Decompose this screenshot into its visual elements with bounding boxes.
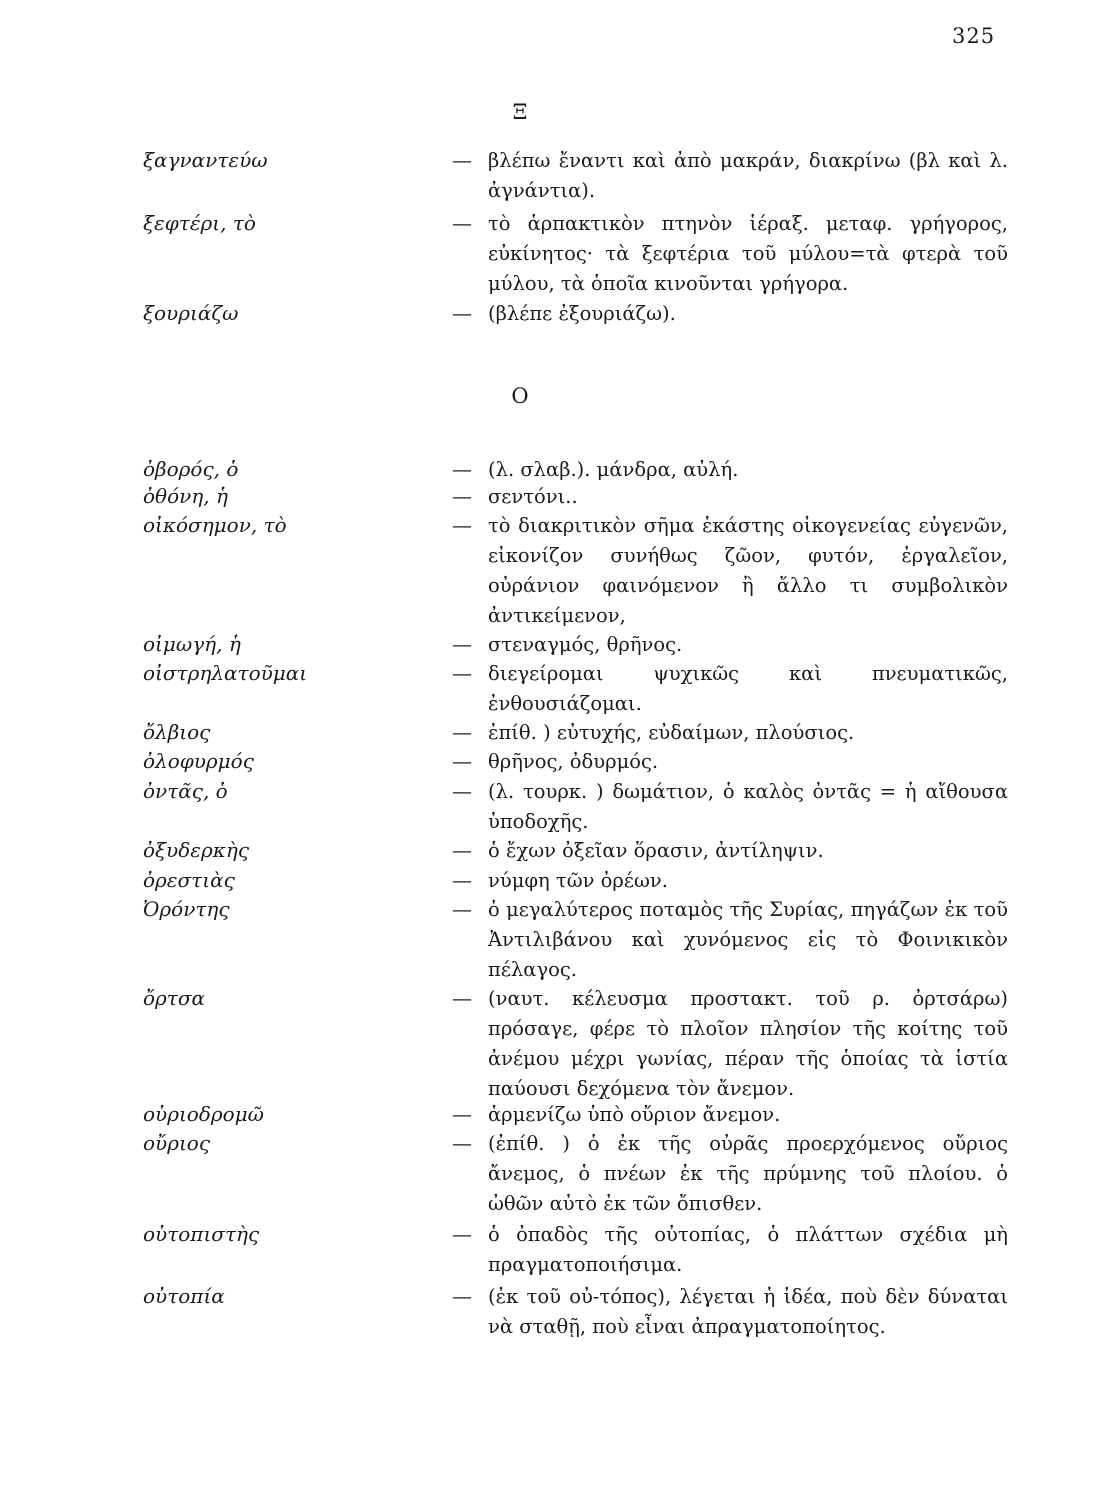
definition: τὸ διακριτικὸν σῆμα ἑκάστης οἰκογενείας εὐγενῶν, εἰκονίζον συνήθως ζῶον, φυτόν, ἐργαλεῖον, οὐράνιον φαινόμενον ἢ ἄλλο τι συμβολικὸν ἀντικείμενον,	[488, 514, 1008, 627]
definition: βλέπω ἔναντι καὶ ἀπὸ μακράν, διακρίνω (βλ καὶ λ. ἀγνάντια).	[488, 149, 1008, 202]
dash: —	[452, 1102, 472, 1126]
headword: ὀντᾶς, ὁ	[143, 779, 228, 803]
section-letter: Ο	[511, 384, 529, 408]
dash: —	[452, 779, 472, 803]
dash: —	[452, 632, 472, 656]
headword: ξουριάζω	[143, 301, 239, 325]
definition: σεντόνι..	[488, 485, 578, 508]
definition: στεναγμός, θρῆνος.	[488, 633, 683, 656]
definition: νύμφη τῶν ὀρέων.	[488, 869, 668, 892]
definition: (λ. τουρκ. ) δωμάτιον, ὁ καλὸς ὀντᾶς = ἡ αἴθουσα ὑποδοχῆς.	[488, 780, 1008, 833]
page-number: 325	[952, 24, 996, 48]
definition: (βλέπε ἐξουριάζω).	[488, 302, 676, 325]
definition: θρῆνος, ὀδυρμός.	[488, 750, 659, 773]
headword: οἰκόσημον, τὸ	[143, 513, 287, 537]
headword: οἰστρηλατοῦμαι	[143, 661, 308, 685]
headword: ξεφτέρι, τὸ	[143, 211, 256, 235]
definition: (ἐπίθ. ) ὁ ἐκ τῆς οὐρᾶς προερχόμενος οὔριος ἄνεμος, ὁ πνέων ἐκ τῆς πρύμνης τοῦ πλοίου. ὁ ὠθῶν αὐτὸ ἐκ τῶν ὄπισθεν.	[488, 1132, 1008, 1215]
section-letter: Ξ	[512, 100, 528, 124]
dash: —	[452, 301, 472, 325]
headword: Ὀρόντης	[143, 897, 230, 921]
dash: —	[452, 457, 472, 481]
headword: ὀρεστιὰς	[143, 868, 235, 892]
headword: οἰμωγή, ἡ	[143, 632, 241, 656]
headword: ὀλοφυρμός	[143, 749, 254, 773]
definition: (ναυτ. κέλευσμα προστακτ. τοῦ ρ. ὀρτσάρω) πρόσαγε, φέρε τὸ πλοῖον πλησίον τῆς κοίτης τοῦ ἀνέμου μέχρι γωνίας, πέραν τῆς ὁποίας τὰ ἱστία παύουσι δεχόμενα τὸν ἄνεμον.	[488, 987, 1008, 1100]
headword: ὀξυδερκὴς	[143, 838, 250, 862]
dash: —	[452, 749, 472, 773]
definition: διεγείρομαι ψυχικῶς καὶ πνευματικῶς, ἐνθουσιάζομαι.	[488, 662, 1008, 715]
definition: ἐπίθ. ) εὐτυχής, εὐδαίμων, πλούσιος.	[488, 721, 855, 744]
dash: —	[452, 897, 472, 921]
definition: τὸ ἁρπακτικὸν πτηνὸν ἱέραξ. μεταφ. γρήγορος, εὐκίνητος· τὰ ξεφτέρια τοῦ μύλου=τὰ φτερὰ τοῦ μύλου, τὰ ὁποῖα κινοῦνται γρήγορα.	[488, 212, 1008, 295]
definition: (λ. σλαβ.). μάνδρα, αὐλή.	[488, 458, 739, 481]
headword: ὀβορός, ὁ	[143, 457, 239, 481]
headword: οὔριος	[143, 1131, 211, 1155]
headword: οὐτοπία	[143, 1284, 225, 1308]
dash: —	[452, 1131, 472, 1155]
dash: —	[452, 484, 472, 508]
dash: —	[452, 986, 472, 1010]
dash: —	[452, 148, 472, 172]
headword: οὐριοδρομῶ	[143, 1102, 264, 1126]
headword: ὄλβιος	[143, 720, 211, 744]
headword: ὀθόνη, ἡ	[143, 484, 228, 508]
dash: —	[452, 661, 472, 685]
headword: ὄρτσα	[143, 986, 206, 1010]
definition: ὁ μεγαλύτερος ποταμὸς τῆς Συρίας, πηγάζων ἐκ τοῦ Ἀντιλιβάνου καὶ χυνόμενος εἰς τὸ Φοινικικὸν πέλαγος.	[488, 898, 1008, 981]
definition: (ἐκ τοῦ οὐ-τόπος), λέγεται ἡ ἰδέα, ποὺ δὲν δύναται νὰ σταθῇ, ποὺ εἶναι ἀπραγματοποίητος.	[488, 1285, 1008, 1338]
definition: ἁρμενίζω ὑπὸ οὔριον ἄνεμον.	[488, 1103, 781, 1126]
dash: —	[452, 868, 472, 892]
definition: ὁ ὀπαδὸς τῆς οὐτοπίας, ὁ πλάττων σχέδια μὴ πραγματοποιήσιμα.	[488, 1223, 1008, 1276]
dash: —	[452, 513, 472, 537]
dash: —	[452, 1222, 472, 1246]
headword: οὐτοπιστὴς	[143, 1222, 260, 1246]
headword: ξαγναντεύω	[143, 148, 268, 172]
definition: ὁ ἔχων ὀξεῖαν ὅρασιν, ἀντίληψιν.	[488, 839, 824, 862]
dash: —	[452, 838, 472, 862]
dash: —	[452, 211, 472, 235]
dash: —	[452, 720, 472, 744]
dash: —	[452, 1284, 472, 1308]
